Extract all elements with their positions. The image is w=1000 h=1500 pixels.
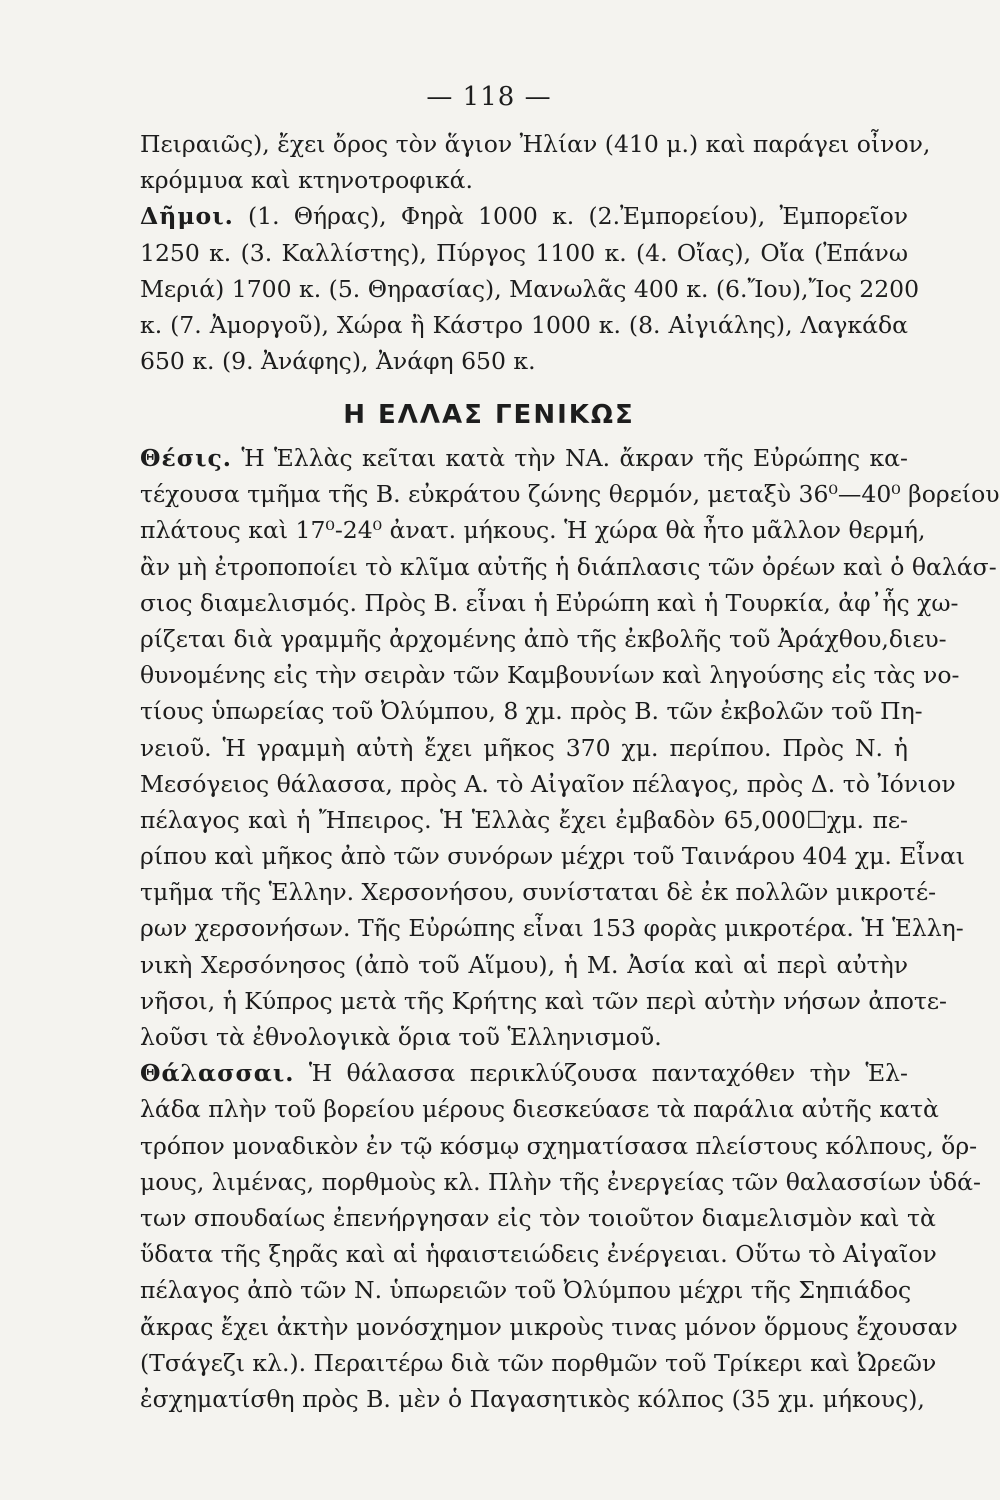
text-line: κ. (7. Ἀμοργοῦ), Χώρα ἢ Κάστρο 1000 κ. (8. Αἰγιάλης), Λαγκάδα: [140, 310, 908, 339]
section-heading: Η ΕΛΛΑΣ ΓΕΝΙΚΩΣ: [343, 400, 635, 430]
text-block-municipalities: [140, 126, 931, 379]
text-line: ρίζεται διὰ γραμμῆς ἀρχομένης ἀπὸ τῆς ἐκβολῆς τοῦ Ἀράχθου,διευ-: [140, 624, 947, 653]
text-line: 1250 κ. (3. Καλλίστης), Πύργος 1100 κ. (4. Οἴας), Οἴα (Ἐπάνω: [140, 238, 908, 267]
text-line: ἂν μὴ ἐτροποποίει τὸ κλῖμα αὐτῆς ἡ διάπλασις τῶν ὀρέων καὶ ὁ θαλάσ-: [140, 552, 997, 581]
text-line: ἐσχηματίσθη πρὸς Β. μὲν ὁ Παγασητικὸς κόλπος (35 χμ. μήκους),: [140, 1384, 925, 1413]
text-run: Ἡ θάλασσα περικλύζουσα πανταχόθεν τὴν Ἑλ-: [308, 1059, 908, 1088]
text-line: μους, λιμένας, πορθμοὺς κλ. Πλὴν τῆς ἐνεργείας τῶν θαλασσίων ὑδά-: [140, 1167, 981, 1196]
text-line: Μεριά) 1700 κ. (5. Θηρασίας), Μανωλᾶς 400 κ. (6.Ἴου),Ἴος 2200: [140, 274, 920, 303]
text-run: (1. Θήρας), Φηρὰ 1000 κ. (2.Ἐμπορείου), Ἐμπορεῖον: [233, 202, 908, 231]
text-line: θυνομένης εἰς τὴν σειρὰν τῶν Καμβουνίων καὶ ληγούσης εἰς τὰς νο-: [140, 661, 960, 690]
section-head-dimoi: Δῆμοι.: [140, 202, 234, 231]
text-line: πέλαγος ἀπὸ τῶν Ν. ὑπωρειῶν τοῦ Ὀλύμπου μέχρι τῆς Σηπιάδος: [140, 1276, 912, 1305]
text-line: (Τσάγεζι κλ.). Περαιτέρω διὰ τῶν πορθμῶν τοῦ Τρίκερι καὶ Ὠρεῶν: [140, 1348, 937, 1377]
text-line: σιος διαμελισμός. Πρὸς Β. εἶναι ἡ Εὐρώπη καὶ ἡ Τουρκία, ἀφ᾽ἧς χω-: [140, 588, 959, 617]
text-line: πλάτους καὶ 17⁰-24⁰ ἀνατ. μήκους. Ἡ χώρα θὰ ἦτο μᾶλλον θερμή,: [140, 516, 926, 545]
text-line: [140, 198, 908, 234]
text-line: νειοῦ. Ἡ γραμμὴ αὐτὴ ἔχει μῆκος 370 χμ. περίπου. Πρὸς Ν. ἡ: [140, 733, 908, 762]
text-line: τμῆμα τῆς Ἑλλην. Χερσονήσου, συνίσταται δὲ ἐκ πολλῶν μικροτέ-: [140, 878, 937, 907]
text-line: ὕδατα τῆς ξηρᾶς καὶ αἱ ἡφαιστειώδεις ἐνέργειαι. Οὕτω τὸ Αἰγαῖον: [140, 1240, 937, 1269]
text-line: [140, 440, 908, 476]
text-line: ἄκρας ἔχει ἀκτὴν μονόσχημον μικροὺς τινας μόνον ὅρμους ἔχουσαν: [140, 1312, 958, 1341]
text-line: νικὴ Χερσόνησος (ἀπὸ τοῦ Αἵμου), ἡ Μ. Ἀσία καὶ αἱ περὶ αὐτὴν: [140, 950, 908, 979]
text-line: λάδα πλὴν τοῦ βορείου μέρους διεσκεύασε τὰ παράλια αὐτῆς κατὰ: [140, 1095, 939, 1124]
text-line: των σπουδαίως ἐπενήργησαν εἰς τὸν τοιοῦτον διαμελισμὸν καὶ τὰ: [140, 1203, 936, 1232]
text-line: 650 κ. (9. Ἀνάφης), Ἀνάφη 650 κ.: [140, 347, 536, 376]
text-line: τέχουσα τμῆμα τῆς Β. εὐκράτου ζώνης θερμόν, μεταξὺ 36⁰—40⁰ βορείου: [140, 480, 1000, 509]
section-head-thalassai: Θάλασσαι.: [140, 1059, 295, 1088]
text-line: Μεσόγειος θάλασσα, πρὸς Α. τὸ Αἰγαῖον πέλαγος, πρὸς Δ. τὸ Ἰόνιον: [140, 769, 956, 798]
text-line: πέλαγος καὶ ἡ Ἤπειρος. Ἡ Ἑλλὰς ἔχει ἐμβαδὸν 65,000☐χμ. πε-: [140, 805, 908, 834]
text-line: τρόπον μοναδικὸν ἐν τῷ κόσμῳ σχηματίσασα πλείστους κόλπους, ὅρ-: [140, 1131, 978, 1160]
text-line: νῆσοι, ἡ Κύπρος μετὰ τῆς Κρήτης καὶ τῶν περὶ αὐτὴν νήσων ἀποτε-: [140, 986, 947, 1015]
text-run: Ἡ Ἑλλὰς κεῖται κατὰ τὴν ΝΑ. ἄκραν τῆς Εὐρώπης κα-: [241, 444, 908, 472]
section-head-thesis: Θέσις.: [140, 444, 232, 472]
text-line: ρίπου καὶ μῆκος ἀπὸ τῶν συνόρων μέχρι τοῦ Ταινάρου 404 χμ. Εἶναι: [140, 842, 966, 871]
text-block-general: [140, 440, 1000, 1417]
text-line: τίους ὑπωρείας τοῦ Ὀλύμπου, 8 χμ. πρὸς Β. τῶν ἐκβολῶν τοῦ Πη-: [140, 697, 923, 726]
page-number: — 118 —: [426, 82, 552, 112]
text-line: ρων χερσονήσων. Τῆς Εὐρώπης εἶναι 153 φορὰς μικροτέρα. Ἡ Ἑλλη-: [140, 914, 964, 943]
text-line: κρόμμυα καὶ κτηνοτροφικά.: [140, 166, 473, 195]
text-line: Πειραιῶς), ἔχει ὄρος τὸν ἅγιον Ἠλίαν (410 μ.) καὶ παράγει οἶνον,: [140, 130, 931, 158]
text-line: λοῦσι τὰ ἐθνολογικὰ ὅρια τοῦ Ἑλληνισμοῦ.: [140, 1023, 662, 1051]
text-line: [140, 1055, 908, 1091]
